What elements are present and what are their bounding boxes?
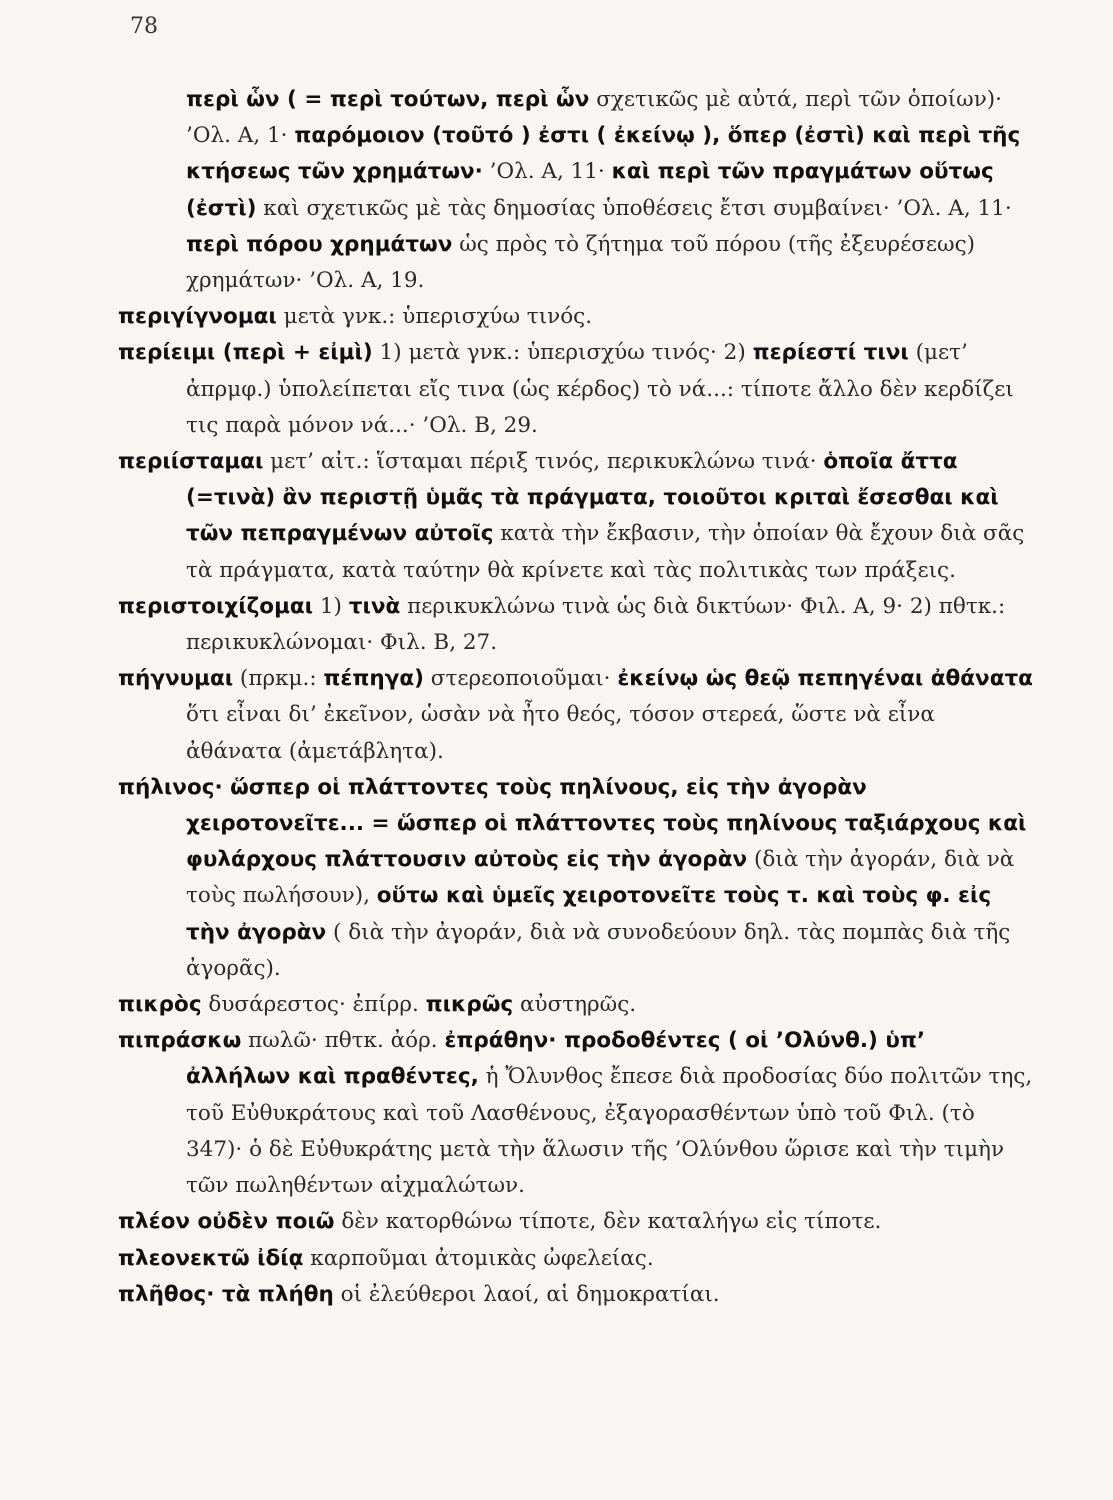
dictionary-entry: [118, 1277, 1033, 1313]
entry-headword: πλῆθος· τὰ πλήθη: [118, 1281, 334, 1307]
entry-headword: καὶ περὶ τῶν πραγμάτων οὕτως (ἐστὶ): [186, 159, 994, 221]
dictionary-entries: [118, 82, 1033, 1313]
dictionary-entry: [118, 444, 1033, 589]
page-number: 78: [130, 14, 158, 39]
entry-headword: πήγνυμαι: [118, 666, 234, 692]
entry-headword: πλεονεκτῶ ἰδίᾳ: [118, 1245, 304, 1271]
entry-definition: πωλῶ· πθτκ. ἀόρ.: [241, 1028, 445, 1054]
entry-headword: περιστοιχίζομαι: [118, 593, 314, 619]
entry-definition: ( διὰ τὴν ἀγοράν, διὰ νὰ συνοδεύουν δηλ. τὰς πομπὰς διὰ τῆς ἀγορᾶς).: [186, 919, 1011, 981]
dictionary-entry: [118, 1241, 1033, 1277]
entry-definition: δὲν κατορθώνω τίποτε, δὲν καταλήγω εἰς τίποτε.: [334, 1209, 882, 1235]
entry-definition: 1) μετὰ γνκ.: ὑπερισχύω τινός· 2): [372, 340, 753, 366]
entry-headword: οὕτω καὶ ὑμεῖς χειροτονεῖτε τοὺς τ. καὶ τοὺς φ. εἰς τὴν ἀγορὰν: [186, 883, 992, 945]
entry-headword: ὁποῖα ἄττα (=τινὰ) ἂν περιστῇ ὑμᾶς τὰ πράγματα, τοιοῦτοι κριταὶ ἔσεσθαι καὶ τῶν πεπραγμένων αὐτοῖς: [186, 449, 999, 547]
entry-definition: ὡς πρὸς τὸ ζήτημα τοῦ πόρου (τῆς ἐξευρέσεως) χρημάτων· ’Ολ. Α, 19.: [186, 231, 976, 294]
entry-headword: ἐπράθην· προδοθέντες ( οἱ ’Ολύνθ.) ὑπ’ ἀλλήλων καὶ πραθέντες,: [186, 1028, 926, 1090]
dictionary-entry: [118, 299, 1033, 335]
entry-headword: τινὰ: [348, 593, 401, 619]
entry-headword: περὶ πόρου χρημάτων: [186, 231, 453, 257]
dictionary-entry: [118, 1204, 1033, 1240]
entry-headword: πέπηγα): [323, 666, 424, 692]
dictionary-entry: [118, 1023, 1033, 1204]
entry-definition: (διὰ τὴν ἀγοράν, διὰ νὰ τοὺς πωλήσουν),: [186, 847, 1015, 909]
entry-definition: καὶ σχετικῶς μὲ τὰς δημοσίας ὑποθέσεις ἔτσι συμβαίνει· ’Ολ. Α, 11·: [256, 195, 1012, 221]
entry-definition: περικυκλώνω τινὰ ὡς διὰ δικτύων· Φιλ. Α, 9· 2) πθτκ.: περικυκλώνομαι· Φιλ. Β, 27.: [186, 593, 1006, 656]
dictionary-entry: [118, 661, 1033, 770]
dictionary-entry: [118, 82, 1033, 299]
entry-definition: ἡ Ὄλυνθος ἔπεσε διὰ προδοσίας δύο πολιτῶν της, τοῦ Εὐθυκράτους καὶ τοῦ Λασθένους, ἐξαγορασθέντων ὑπὸ τοῦ Φιλ. (τὸ 347)· ὁ δὲ Εὐθυκράτης μετὰ τὴν ἅλωσιν τῆς ’Ολύνθου ὥρισε καὶ τὴν τιμὴν τῶν πωληθέντων αἰχμαλώτων.: [186, 1064, 1033, 1199]
entry-headword: πλέον οὐδὲν ποιῶ: [118, 1209, 335, 1235]
entry-headword: ἐκείνῳ ὡς θεῷ πεπηγέναι ἀθάνατα: [617, 666, 1033, 692]
entry-definition: δυσάρεστος· ἐπίρρ.: [201, 992, 426, 1018]
entry-headword: περίειμι (περὶ + εἰμὶ): [118, 340, 373, 366]
entry-definition: μετὰ γνκ.: ὑπερισχύω τινός.: [276, 304, 593, 330]
entry-headword: περιγίγνομαι: [118, 304, 277, 330]
entry-definition: μετ’ αἰτ.: ἵσταμαι πέριξ τινός, περικυκλώνω τινά·: [263, 449, 824, 475]
entry-definition: 1): [313, 593, 349, 619]
entry-definition: οἱ ἐλεύθεροι λαοί, αἱ δημοκρατίαι.: [333, 1281, 720, 1307]
entry-definition: καρποῦμαι ἀτομικὰς ὠφελείας.: [303, 1245, 654, 1271]
dictionary-entry: [118, 770, 1033, 987]
entry-definition: ὅτι εἶναι δι’ ἐκεῖνον, ὡσὰν νὰ ἦτο θεός, τόσον στερεά, ὥστε νὰ εἶνα ἀθάνατα (ἀμετάβλητα).: [186, 702, 935, 764]
entry-definition: στερεοποιοῦμαι·: [423, 666, 618, 692]
entry-definition: κατὰ τὴν ἔκβασιν, τὴν ὁποίαν θὰ ἔχουν διὰ σᾶς τὰ πράγματα, κατὰ ταύτην θὰ κρίνετε καὶ τὰς πολιτικὰς των πράξεις.: [186, 521, 1025, 583]
entry-definition: σχετικῶς μὲ αὐτά, περὶ τῶν ὁποίων)· ’Ολ. Α, 1·: [186, 87, 1002, 149]
entry-headword: περὶ ὧν ( = περὶ τούτων, περὶ ὧν: [186, 87, 590, 112]
entry-definition: (πρκμ.:: [233, 666, 324, 692]
dictionary-entry: [118, 987, 1033, 1023]
entry-headword: περιίσταμαι: [118, 449, 264, 475]
entry-definition: ’Ολ. Α, 11·: [482, 159, 612, 185]
entry-headword: πικρὸς: [118, 992, 202, 1018]
dictionary-entry: [118, 335, 1033, 444]
entry-headword: περίεστί τινι: [752, 340, 909, 366]
dictionary-entry: [118, 589, 1033, 661]
entry-headword: πικρῶς: [425, 992, 514, 1018]
entry-headword: πήλινος· ὥσπερ οἱ πλάττοντες τοὺς πηλίνους, εἰς τὴν ἀγορὰν χειροτονεῖτε... = ὥσπερ οἱ πλάττοντες τοὺς πηλίνους ταξιάρχους καὶ φυλάρχους πλάττουσιν αὐτοὺς εἰς τὴν ἀγορὰν: [118, 774, 1027, 873]
entry-headword: παρόμοιον (τοῦτό ) ἐστι ( ἐκείνῳ ), ὅπερ (ἐστὶ) καὶ περὶ τῆς κτήσεως τῶν χρημάτων·: [186, 123, 1021, 185]
entry-definition: αὐστηρῶς.: [513, 992, 637, 1018]
entry-headword: πιπράσκω: [118, 1028, 242, 1054]
entry-definition: (μετ’ ἀπρμφ.) ὑπολείπεται εἴς τινα (ὡς κέρδος) τὸ νά...: τίποτε ἄλλο δὲν κερδίζει τις παρὰ μόνον νά...· ’Ολ. Β, 29.: [186, 340, 1014, 438]
